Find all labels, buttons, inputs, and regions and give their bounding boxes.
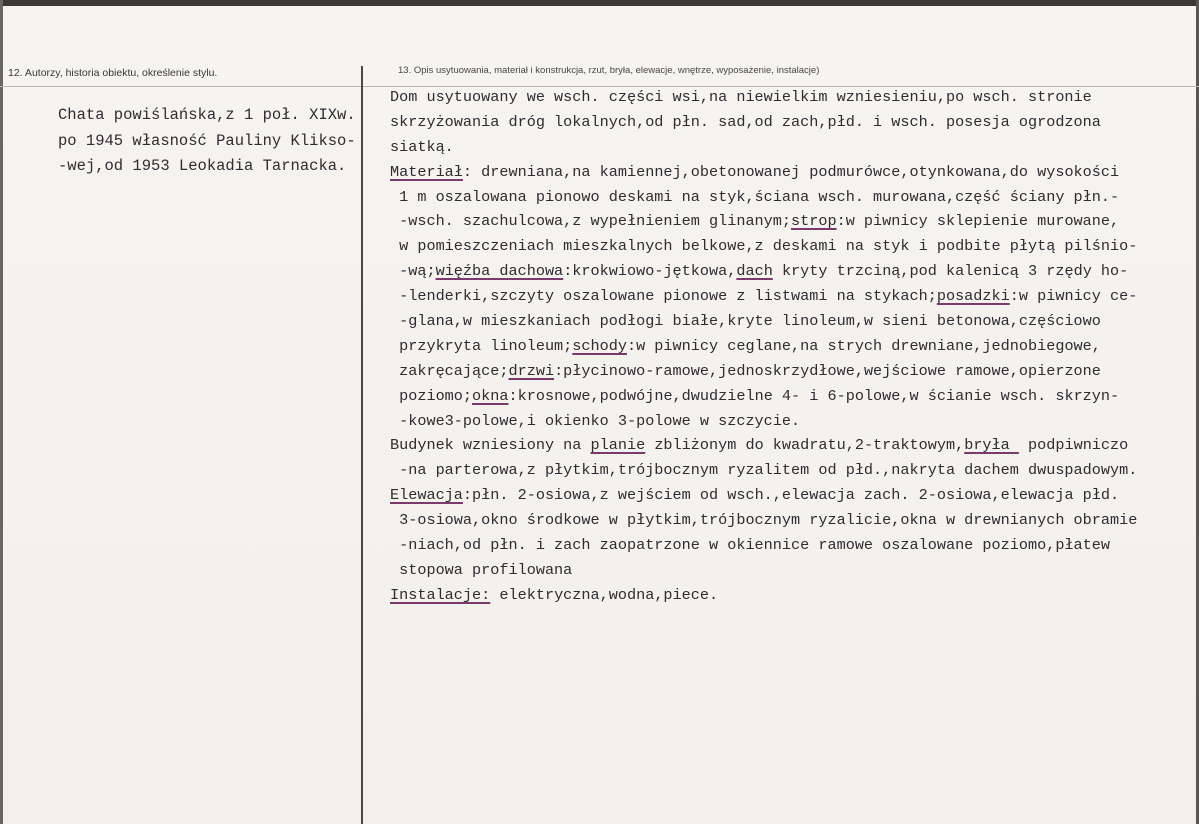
text-segment: 1 m oszalowana pionowo deskami na styk,ściana wsch. murowana,część ściany płn.-	[390, 187, 1120, 206]
text-segment: przykryta linoleum;	[390, 336, 573, 355]
card-left-border	[0, 0, 3, 824]
description-line	[390, 433, 1196, 458]
text-segment: -wą;	[390, 262, 436, 281]
field-heading: strop	[791, 212, 837, 231]
field-heading: Instalacje:	[390, 585, 491, 604]
text-segment: podpiwniczo	[1018, 436, 1129, 455]
field-heading: Materiał	[390, 162, 463, 181]
description-line	[390, 135, 1196, 160]
text-segment: Budynek wzniesiony na	[390, 436, 591, 455]
field-heading: drzwi	[508, 361, 555, 380]
text-segment: : drewniana,na kamiennej,obetonowanej podmurówce,otynkowana,do wysokości	[462, 162, 1120, 181]
text-segment: -lenderki,szczyty oszalowane pionowe z listwami na stykach;	[390, 287, 937, 306]
card-top-border	[0, 0, 1199, 6]
description-line	[390, 209, 1196, 234]
description-line	[390, 309, 1196, 334]
field-heading: więźba dachowa	[435, 262, 564, 281]
text-segment: skrzyżowania dróg lokalnych,od płn. sad,od zach,płd. i wsch. posesja ogrodzona	[390, 112, 1101, 131]
text-segment: -niach,od płn. i zach zaopatrzone w okiennice ramowe oszalowane poziomo,płatew	[390, 536, 1111, 555]
text-segment: siatką.	[390, 137, 454, 156]
text-segment: elektryczna,wodna,piece.	[490, 585, 719, 604]
field-heading: dach	[736, 262, 773, 281]
text-segment: :krokwiowo-jętkowa,	[563, 262, 737, 281]
text-segment: zakręcające;	[390, 361, 509, 380]
description-line	[390, 160, 1196, 185]
description-line	[390, 483, 1196, 508]
field-heading: Elewacja	[390, 486, 463, 505]
section-13-header: 13. Opis usytuowania, materiał i konstrukcja, rzut, bryła, elewacje, wnętrze, wyposażenie, instalacje)	[398, 65, 820, 76]
text-segment: -wsch. szachulcowa,z wypełnieniem glinanym;	[390, 212, 792, 231]
text-segment: -kowe3-polowe,i okienko 3-polowe w szczycie.	[390, 411, 801, 430]
text-segment: :płycinowo-ramowe,jednoskrzydłowe,wejściowe ramowe,opierzone	[554, 361, 1101, 380]
description-line	[390, 85, 1196, 110]
text-segment: :w piwnicy ceglane,na strych drewniane,jednobiegowe,	[626, 336, 1101, 355]
text-segment: :płn. 2-osiowa,z wejściem od wsch.,elewacja zach. 2-osiowa,elewacja płd.	[462, 486, 1120, 505]
field-heading: okna	[472, 386, 509, 405]
text-segment: 3-osiowa,okno środkowe w płytkim,trójbocznym ryzalicie,okna w drewnianych obramie	[390, 511, 1138, 530]
description-line	[390, 259, 1196, 284]
description-line	[390, 558, 1196, 583]
description-line	[390, 508, 1196, 533]
description-line	[390, 359, 1196, 384]
description-text	[390, 85, 1196, 608]
field-heading: planie	[590, 436, 646, 455]
text-segment: :w piwnicy sklepienie murowane,	[836, 212, 1120, 231]
description-line	[390, 583, 1196, 608]
text-segment: -glana,w mieszkaniach podłogi białe,kryte linoleum,w sieni betonowa,częściowo	[390, 312, 1101, 331]
text-segment: zbliżonym do kwadratu,2-traktowym,	[645, 436, 965, 455]
text-segment: Dom usytuowany we wsch. części wsi,na niewielkim wzniesieniu,po wsch. stronie	[390, 88, 1092, 106]
description-line	[390, 110, 1196, 135]
description-line	[390, 384, 1196, 409]
description-line	[390, 458, 1196, 483]
field-heading: bryła	[964, 436, 1019, 455]
field-heading: posadzki	[936, 287, 1010, 306]
description-line	[390, 284, 1196, 309]
description-line	[390, 334, 1196, 359]
text-segment: stopowa profilowana	[390, 560, 573, 579]
text-segment: :krosnowe,podwójne,dwudzielne 4- i 6-polowe,w ścianie wsch. skrzyn-	[508, 386, 1120, 405]
text-segment: kryty trzciną,pod kalenicą 3 rzędy ho-	[772, 262, 1129, 281]
history-text	[58, 103, 358, 180]
text-segment: -na parterowa,z płytkim,trójbocznym ryzalitem od płd.,nakryta dachem dwuspadowym.	[390, 461, 1138, 480]
description-line	[390, 409, 1196, 434]
text-segment: w pomieszczeniach mieszkalnych belkowe,z deskami na styk i podbite płytą pilśnio-	[390, 237, 1138, 256]
description-line	[390, 533, 1196, 558]
history-line: po 1945 własność Pauliny Klikso-	[58, 131, 356, 150]
field-heading: schody	[572, 336, 627, 355]
text-segment: poziomo;	[390, 386, 473, 405]
section-12-header: 12. Autorzy, historia obiektu, określenie stylu.	[8, 67, 218, 79]
description-line	[390, 234, 1196, 259]
column-divider	[361, 66, 363, 824]
history-line: Chata powiślańska,z 1 poł. XIXw.	[58, 106, 356, 124]
history-line: -wej,od 1953 Leokadia Tarnacka.	[58, 157, 347, 175]
description-line	[390, 185, 1196, 210]
text-segment: :w piwnicy ce-	[1009, 287, 1138, 306]
